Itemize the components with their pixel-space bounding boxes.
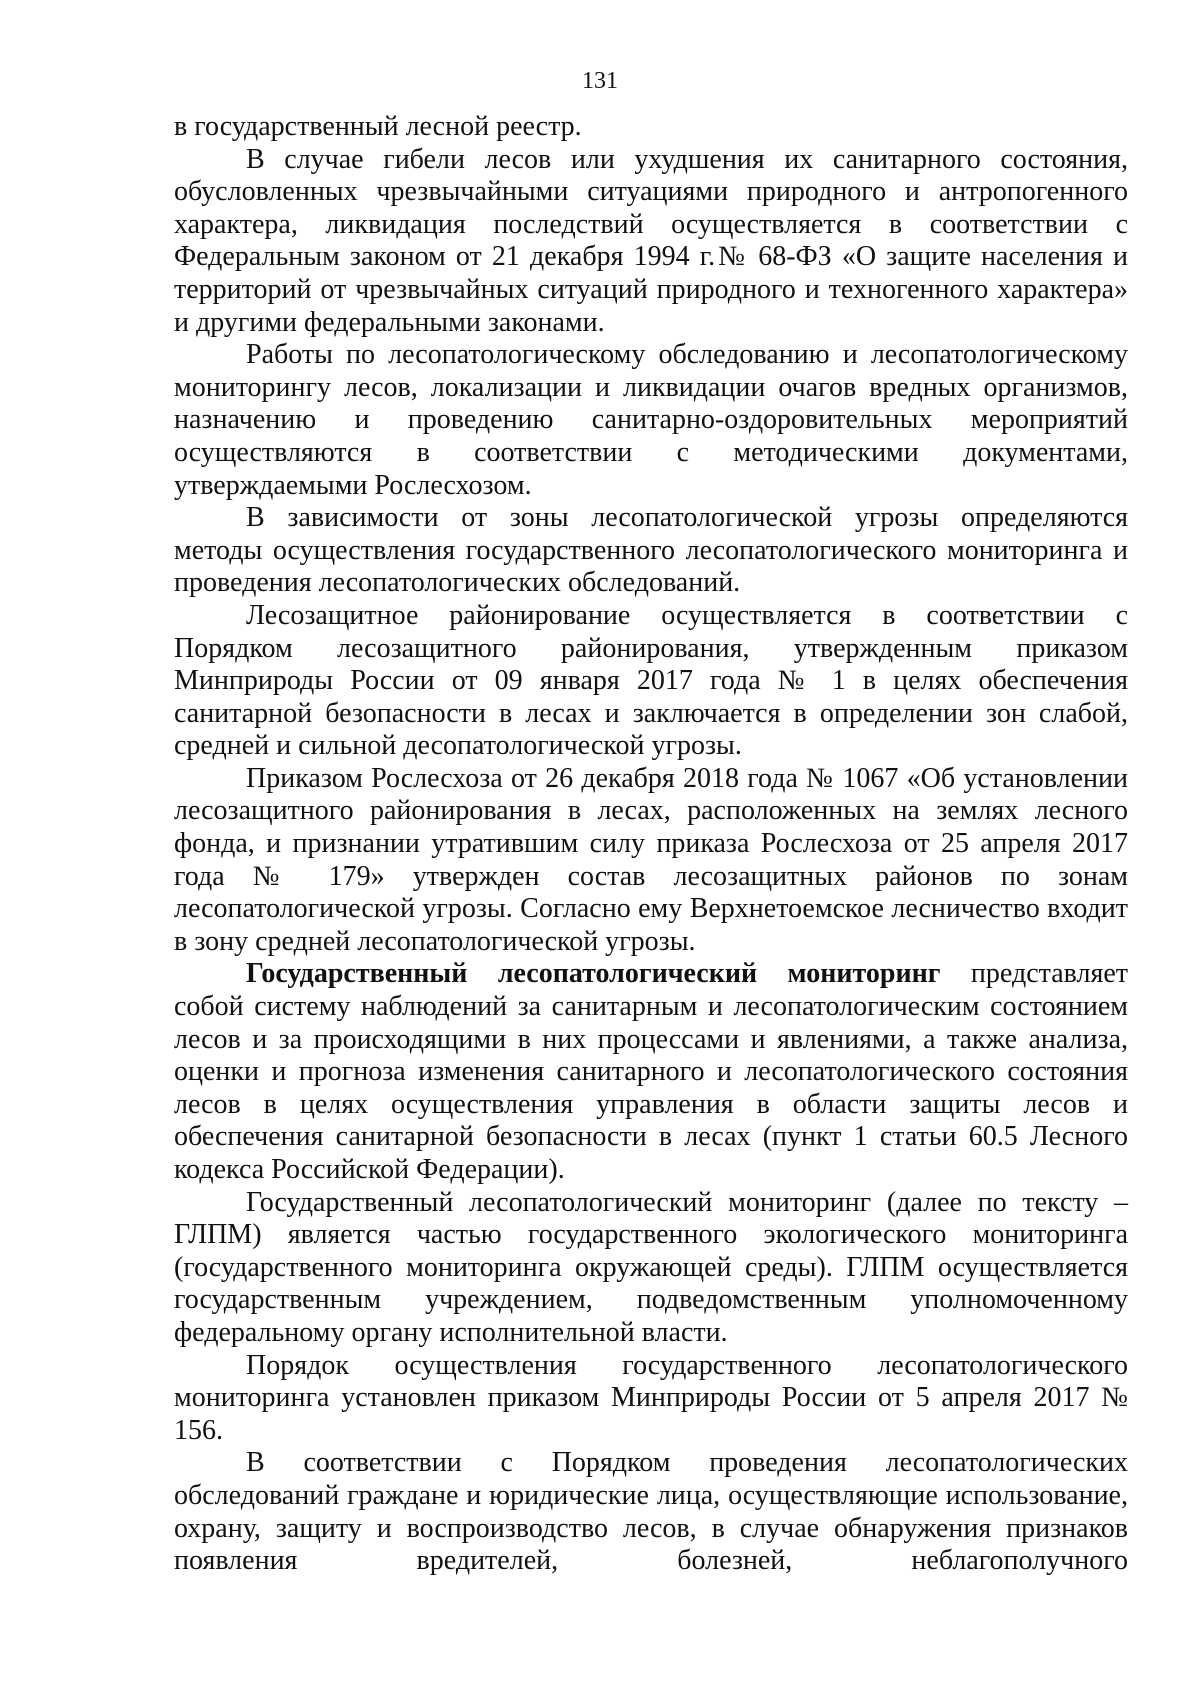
paragraph-emergency-liquidation: В случае гибели лесов или ухудшения их санитарного состояния, обусловленных чрезвычайными ситуациями природного и антропогенного характера, ликвидация последствий осуществляется в соответствии с Федеральным законом от 21 декабря 1994 г.№ 68-ФЗ «О защите населения и территорий от чрезвычайных ситуаций природного и техногенного характера» и другими федеральными законами.	[174, 143, 1128, 338]
document-body	[174, 111, 1128, 1578]
paragraph-glpm-part: Государственный лесопатологический мониторинг (далее по тексту – ГЛПМ) является частью государственного экологического мониторинга (государственного мониторинга окружающей среды). ГЛПМ осуществляется государственным учреждением, подведомственным уполномоченному федеральному органу исполнительной власти.	[174, 1186, 1128, 1348]
term-bold: Государственный лесопатологический мониторинг	[246, 958, 941, 990]
paragraph-glpm-procedure: Порядок осуществления государственного лесопатологического мониторинга установлен приказом Минприроды России от 5 апреля 2017 № 156.	[174, 1349, 1128, 1446]
paragraph-forest-survey-works: Работы по лесопатологическому обследованию и лесопатологическому мониторингу лесов, локализации и ликвидации очагов вредных организмов, назначению и проведению санитарно-оздоровительных мероприятий осуществляются в соответствии с методическими документами, утверждаемыми Рослесхозом.	[174, 339, 1128, 501]
paragraph-survey-procedure: В соответствии с Порядком проведения лесопатологических обследований граждане и юридические лица, осуществляющие использование, охрану, защиту и воспроизводство лесов, в случае обнаружения признаков появления вредителей, болезней, неблагополучного	[174, 1447, 1128, 1577]
definition-text: представляет собой систему наблюдений за санитарным и лесопатологическим состоянием лесов и за происходящими в них процессами и явлениями, а также анализа, оценки и прогноза изменения санитарного и лесопатологического состояния лесов в целях осуществления управления в области защиты лесов и обеспечения санитарной безопасности в лесах (пункт 1 статьи 60.5 Лесного кодекса Российской Федерации).	[174, 958, 1128, 1185]
paragraph-forest-protection-zoning: Лесозащитное районирование осуществляется в соответствии с Порядком лесозащитного районирования, утвержденным приказом Минприроды России от 09 января 2017 года № 1 в целях обеспечения санитарной безопасности в лесах и заключается в определении зон слабой, средней и сильной десопатологической угрозы.	[174, 599, 1128, 762]
paragraph-continuation: в государственный лесной реестр.	[174, 111, 582, 142]
paragraph-glpm-definition	[174, 958, 1128, 1186]
paragraph-rosleskhoz-order: Приказом Рослесхоза от 26 декабря 2018 года № 1067 «Об установлении лесозащитного районирования в лесах, расположенных на землях лесного фонда, и признании утратившим силу приказа Рослесхоза от 25 апреля 2017 года № 179» утвержден состав лесозащитных районов по зонам лесопатологической угрозы. Согласно ему Верхнетоемское лесничество входит в зону средней лесопатологической угрозы.	[174, 762, 1128, 957]
paragraph-threat-zone-methods: В зависимости от зоны лесопатологической угрозы определяются методы осуществления государственного лесопатологического мониторинга и проведения лесопатологических обследований.	[174, 502, 1128, 599]
page-number: 131	[582, 68, 618, 94]
